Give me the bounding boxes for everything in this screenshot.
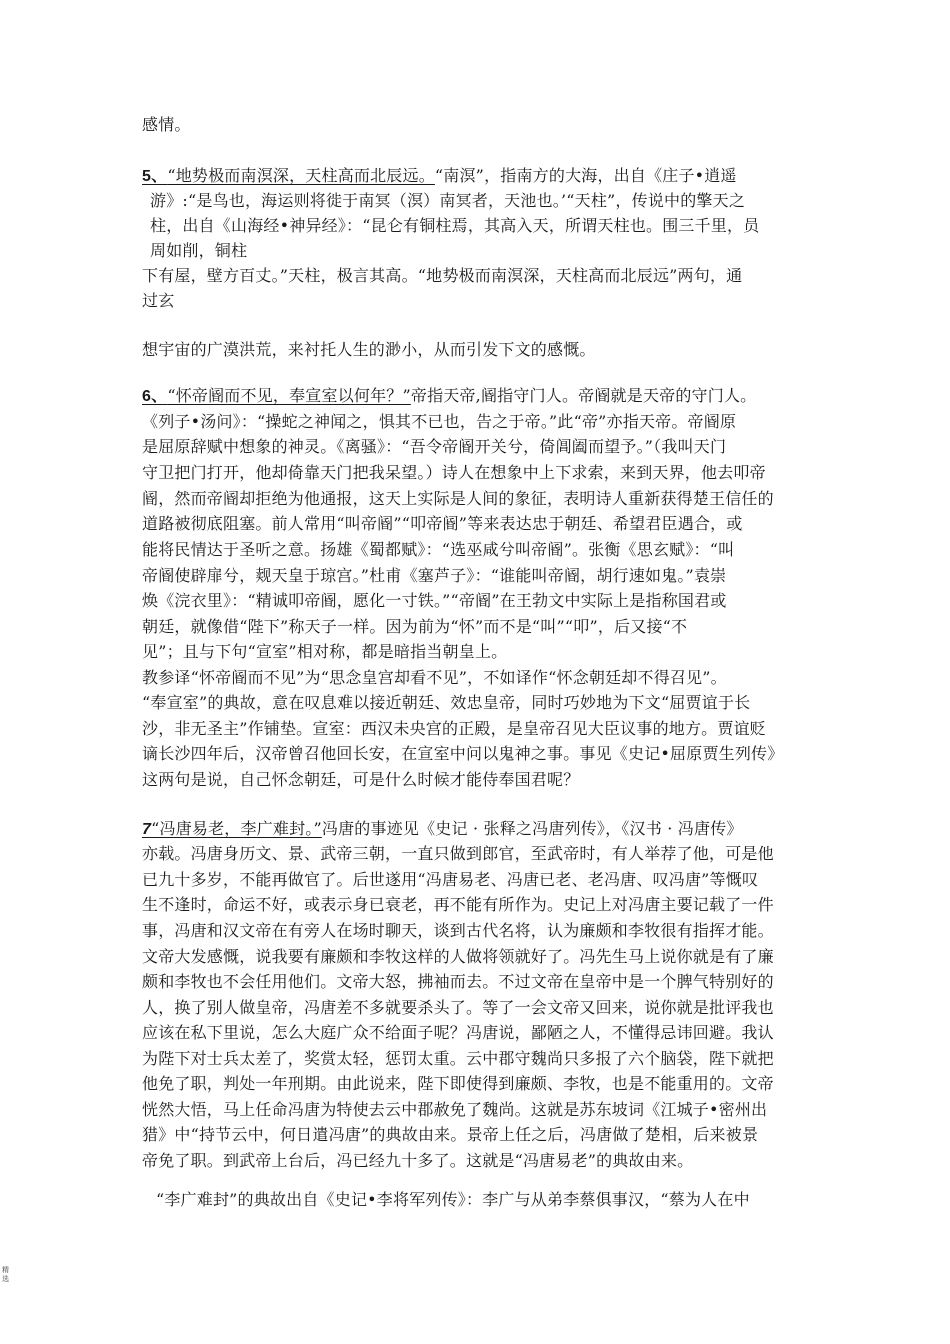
section-5-line-5: 下有屋，壁方百丈。”天柱，极言其高。“地势极而南溟深，天柱高而北辰远”两句，通 (142, 266, 743, 285)
section-7-line-8: 人，换了别人做皇帝，冯唐差不多就要杀头了。等了一会文帝又回来，说你就是批评我也 (142, 998, 774, 1017)
section-6-line-14: 沙，非无圣主”作铺垫。宣室：西汉未央宫的正殿，是皇帝召见大臣议事的地方。贾谊贬 (142, 719, 766, 738)
section-6-line-3: 是屈原辞赋中想象的神灵。《离骚》：“吾令帝阍开关兮，倚阊阖而望予。”（我叫天门 (142, 437, 727, 456)
section-6-line-10: 朝廷，就像借“陛下”称天子一样。因为前为“怀”而不是“叫”“叩”，后又接“不 (142, 617, 688, 636)
section-6-line-6: 道路被彻底阻塞。前人常用“叫帝阍”“叩帝阍”等来表达忠于朝廷、希望君臣遇合，或 (142, 514, 743, 533)
section-7-line-9: 应该在私下里说，怎么大庭广众不给面子呢？冯唐说，鄙陋之人，不懂得忌讳回避。我认 (142, 1023, 774, 1042)
section-6-quote: “怀帝阍而不见，奉宣室以何年？” (167, 386, 411, 405)
section-6-text: 帝指天帝,阍指守门人。帝阍就是天帝的守门人。 (410, 386, 757, 405)
section-6-line-5: 阍，然而帝阍却拒绝为他通报，这天上实际是人间的象征，表明诗人重新获得楚王信任的 (142, 489, 774, 508)
intro-line: 感情。 (142, 115, 191, 134)
section-6-line-12: 教参译“怀帝阍而不见”为“思念皇宫却看不见”，不如译作“怀念朝廷却不得召见”。 (142, 668, 727, 687)
section-7-line-10: 为陛下对士兵太差了，奖赏太轻，惩罚太重。云中郡守魏尚只多报了六个脑袋，陛下就把 (142, 1049, 774, 1068)
section-7-line-14: 帝免了职。到武帝上台后，冯已经九十多了。这就是“冯唐易老”的典故由来。 (142, 1151, 694, 1170)
section-7-quote: “冯唐易老，李广难封。” (151, 819, 322, 838)
section-5-quote: “地势极而南溟深，天柱高而北辰远。 (167, 166, 435, 185)
section-7-number: 7 (142, 821, 152, 838)
section-7-text: 冯唐的事迹见《史记 · 张释之冯唐列传》，《汉书 · 冯唐传》 (321, 819, 743, 838)
section-7-line-2: 亦载。冯唐身历文、景、武帝三朝，一直只做到郎官，至武帝时，有人举荐了他，可是他 (142, 844, 774, 863)
section-7-line-1 (142, 816, 743, 843)
section-7-line-15: “李广难封”的典故出自《史记•李将军列传》：李广与从弟李蔡俱事汉，“蔡为人在中 (156, 1190, 750, 1209)
section-5-line-7: 想宇宙的广漠洪荒，来衬托人生的渺小，从而引发下文的感慨。 (142, 340, 596, 359)
section-5-number: 5、 (142, 168, 168, 185)
section-6-line-7: 能将民情达于圣听之意。扬雄《蜀都赋》：“选巫咸兮叫帝阍”。张衡《思玄赋》：“叫 (142, 540, 735, 559)
section-7-line-11: 他免了职，判处一年刑期。由此说来，陛下即使得到廉颇、李牧，也是不能重用的。文帝 (142, 1074, 774, 1093)
section-7-line-7: 颇和李牧也不会任用他们。文帝大怒，拂袖而去。不过文帝在皇帝中是一个脾气特别好的 (142, 972, 774, 991)
section-7-line-13: 猎》中“持节云中，何日遣冯唐”的典故由来。景帝上任之后，冯唐做了楚相，后来被景 (142, 1125, 759, 1144)
section-6-line-1 (142, 383, 756, 410)
section-5-text: “南溟”，指南方的大海，出自《庄子•逍遥 (434, 166, 737, 185)
section-7-line-4: 生不逢时，命运不好，或表示身已衰老，再不能有所作为。史记上对冯唐主要记载了一件 (142, 895, 774, 914)
side-watermark: 精选 (2, 1266, 9, 1283)
section-6-line-16: 这两句是说，自己怀念朝廷，可是什么时候才能侍奉国君呢？ (142, 770, 580, 789)
section-6-line-2: 《列子•汤问》：“操蛇之神闻之，惧其不已也，告之于帝。”此“帝”亦指天帝。帝阍原 (142, 412, 737, 431)
section-7-line-6: 文帝大发感慨，说我要有廉颇和李牧这样的人做将领就好了。冯先生马上说你就是有了廉 (142, 947, 774, 966)
section-6-line-13: “奉宣室”的典故，意在叹息难以接近朝廷、效忠皇帝，同时巧妙地为下文“屈贾谊于长 (142, 693, 751, 712)
section-5-line-1 (142, 163, 737, 190)
section-5-line-3: 柱，出自《山海经•神异经》：“昆仑有铜柱焉，其高入天，所谓天柱也。围三千里，员 (150, 216, 760, 235)
section-5-line-6: 过玄 (142, 291, 175, 310)
section-5-line-4: 周如削，铜柱 (150, 241, 248, 260)
section-6-line-11: 见”；且与下句“宣室”相对称，都是暗指当朝皇上。 (142, 642, 508, 661)
section-7-line-5: 事，冯唐和汉文帝在有旁人在场时聊天，谈到古代名将，认为廉颇和李牧很有指挥才能。 (142, 921, 774, 940)
section-5-line-2: 游》:“是鸟也，海运则将徙于南冥（溟）南冥者，天池也。’“天柱”，传说中的擎天之 (150, 191, 746, 210)
section-6-line-15: 谪长沙四年后，汉帝曾召他回长安，在宣室中问以鬼神之事。事见《史记•屈原贾生列传》 (142, 744, 784, 763)
section-7-line-12: 恍然大悟，马上任命冯唐为特使去云中郡赦免了魏尚。这就是苏东坡词《江城子•密州出 (142, 1100, 768, 1119)
section-6-line-8: 帝阍使辟扉兮，觌天皇于琼宫。”杜甫《塞芦子》：“谁能叫帝阍，胡行速如鬼。”袁崇 (142, 566, 727, 585)
section-6-number: 6、 (142, 388, 168, 405)
section-7-line-3: 已九十多岁，不能再做官了。后世遂用“冯唐易老、冯唐已老、老冯唐、叹冯唐”等慨叹 (142, 870, 759, 889)
section-6-line-9: 焕《浣衣里》：“精诚叩帝阍，愿化一寸铁。”“帝阍”在王勃文中实际上是指称国君或 (142, 591, 727, 610)
section-6-line-4: 守卫把门打开，他却倚靠天门把我呆望。）诗人在想象中上下求索，来到天界，他去叩帝 (142, 463, 766, 482)
